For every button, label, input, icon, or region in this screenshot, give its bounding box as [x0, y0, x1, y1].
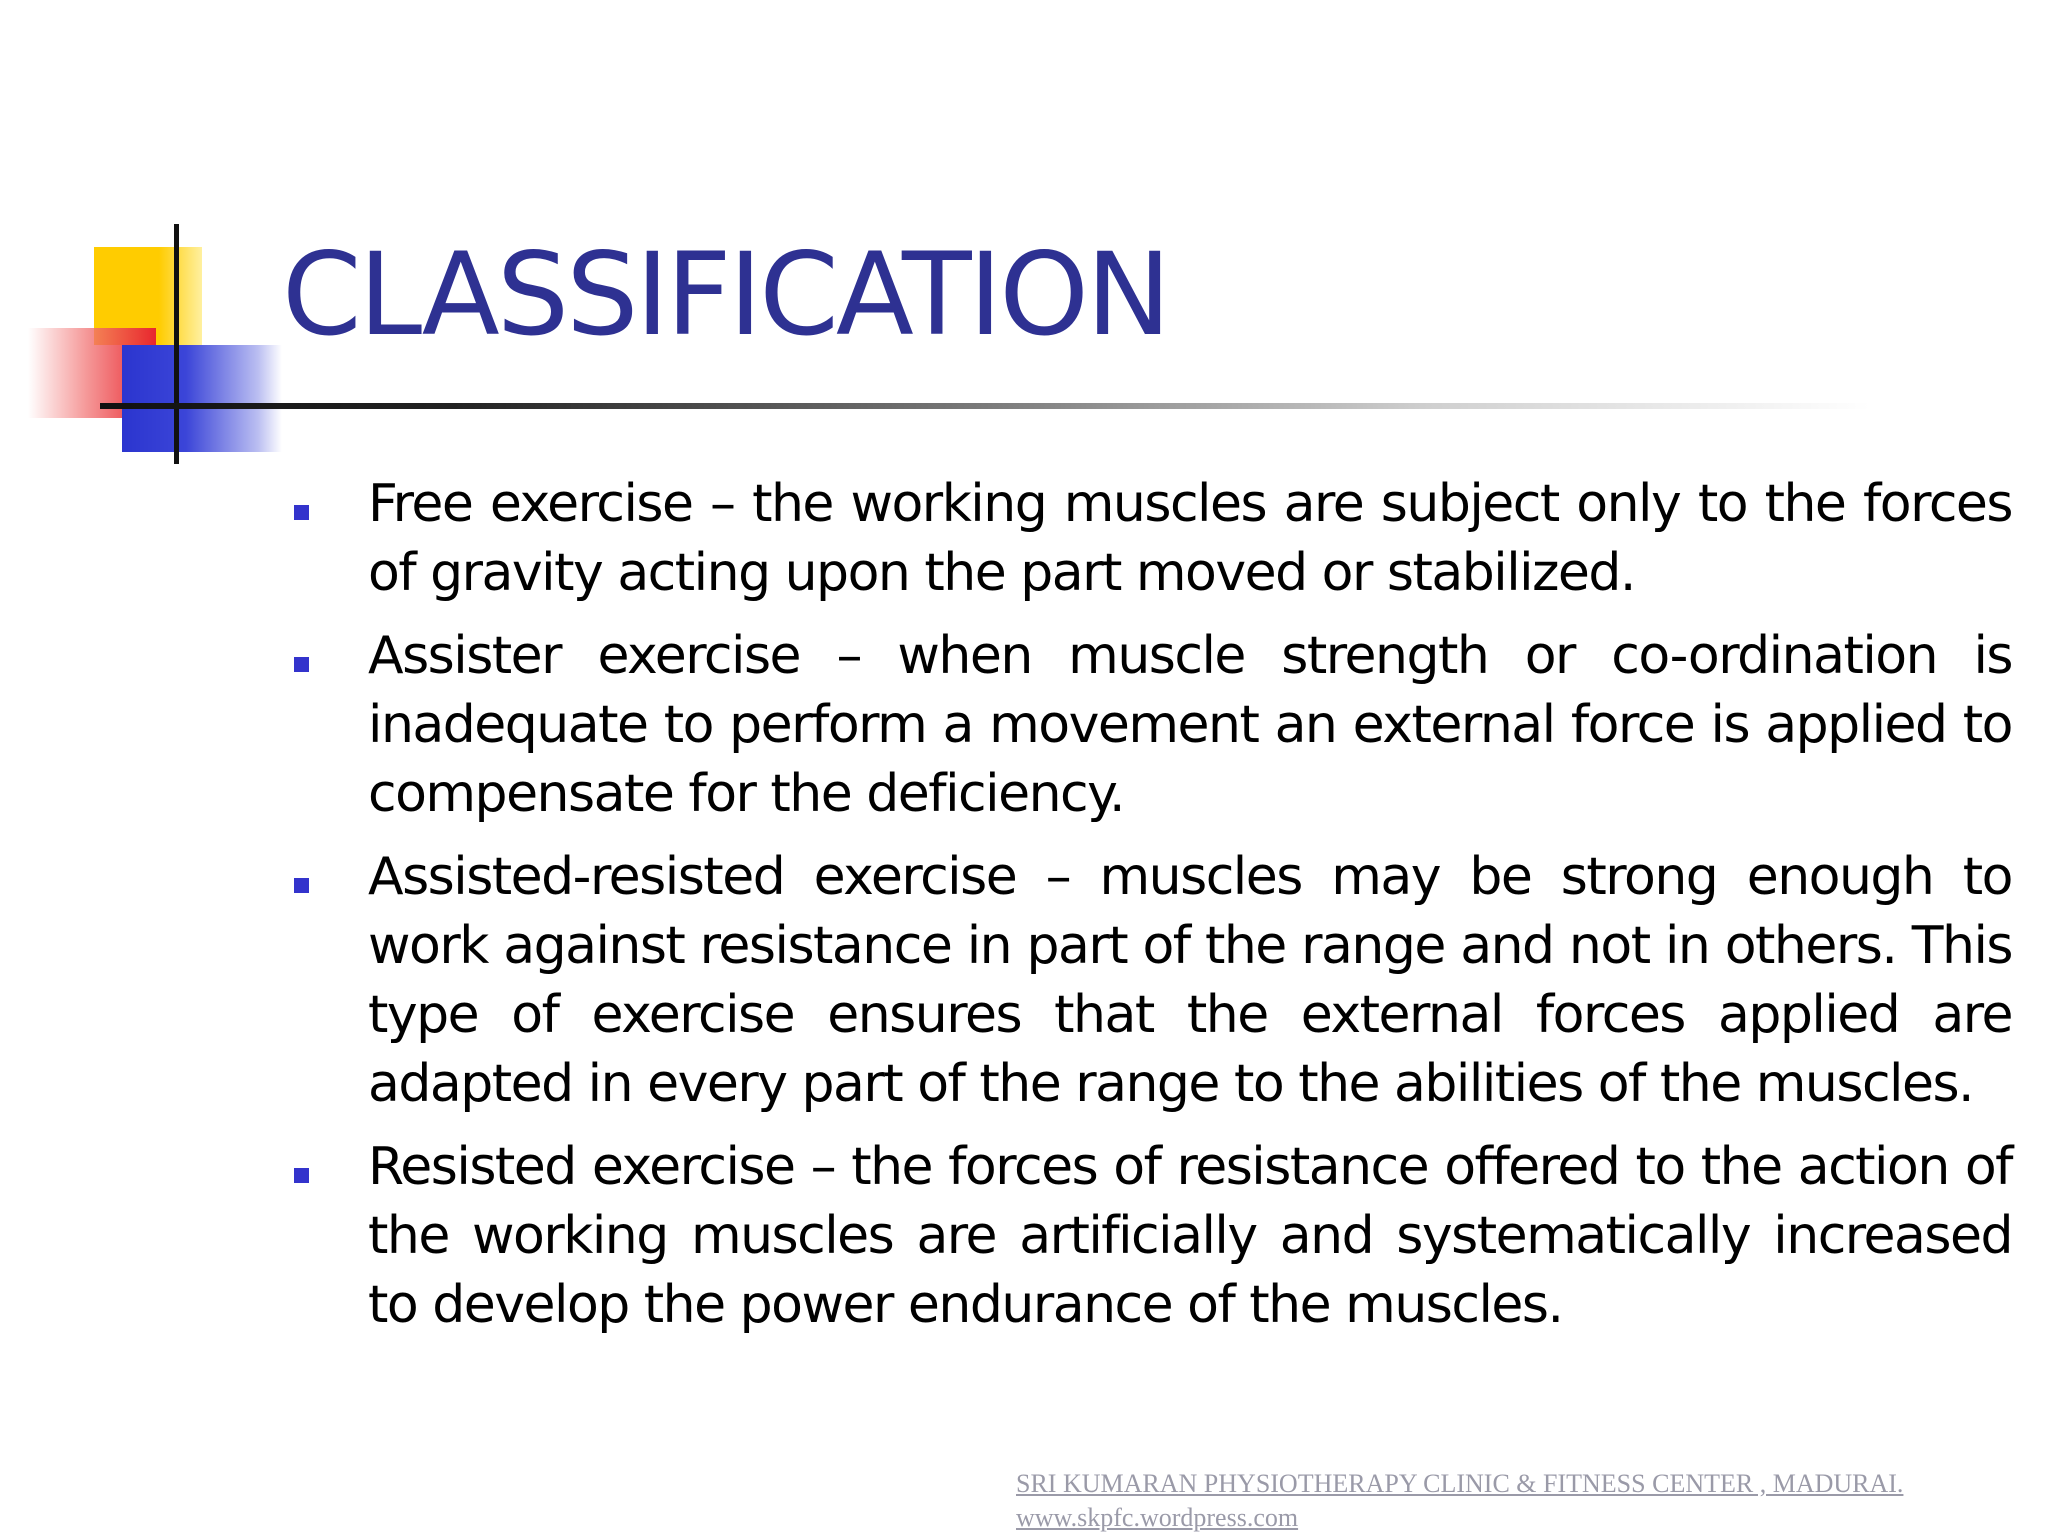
logo-vertical-line: [174, 224, 179, 464]
square-bullet-icon: [294, 657, 309, 672]
bullet-list: [290, 470, 2012, 1354]
footer-credit: [1016, 1467, 1903, 1535]
bullet-text: Assister exercise – when muscle strength or co-ordination is inadequate to perform a movement an external force is applied to compensate for the deficiency.: [368, 626, 2012, 824]
logo-blue-square-icon: [122, 345, 282, 452]
footer-website-link[interactable]: www.skpfc.wordpress.com: [1016, 1503, 1299, 1532]
footer-clinic-name[interactable]: SRI KUMARAN PHYSIOTHERAPY CLINIC & FITNESS CENTER , MADURAI.: [1016, 1469, 1904, 1498]
bullet-item-assister-exercise: [290, 622, 2012, 829]
title-underline-rule: [100, 403, 1870, 409]
bullet-item-free-exercise: [290, 470, 2012, 608]
bullet-text: Assisted-resisted exercise – muscles may be strong enough to work against resistance in part of the range and not in others. This type of exercise ensures that the external forces applied are adapted in every part of the range to the abilities of the muscles.: [368, 847, 2012, 1114]
bullet-text: Resisted exercise – the forces of resistance offered to the action of the working muscles are artificially and systematically increased to develop the power endurance of the muscles.: [368, 1137, 2012, 1335]
bullet-text: Free exercise – the working muscles are subject only to the forces of gravity acting upon the part moved or stabilized.: [368, 474, 2012, 603]
square-bullet-icon: [294, 1168, 309, 1183]
bullet-item-assisted-resisted-exercise: [290, 843, 2012, 1119]
bullet-item-resisted-exercise: [290, 1133, 2012, 1340]
square-bullet-icon: [294, 878, 309, 893]
square-bullet-icon: [294, 505, 309, 520]
slide-title: CLASSIFICATION: [282, 228, 1169, 361]
